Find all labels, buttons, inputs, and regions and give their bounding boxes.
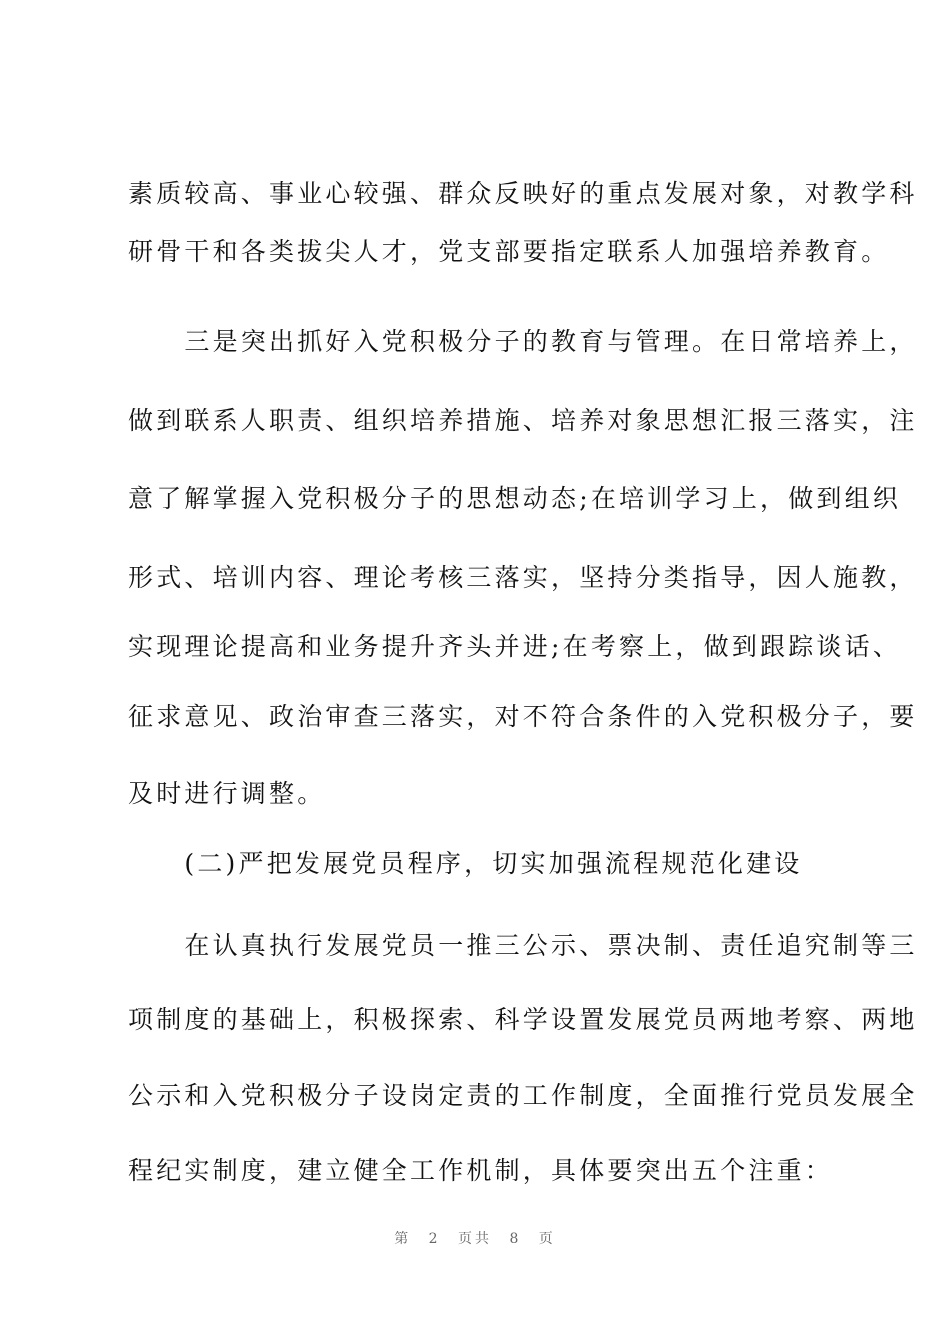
paragraph-line: 公示和入党积极分子设岗定责的工作制度，全面推行党员发展全 (128, 1081, 918, 1110)
paragraph-line: 形式、培训内容、理论考核三落实，坚持分类指导，因人施教， (128, 563, 918, 592)
paragraph-line: 三是突出抓好入党积极分子的教育与管理。在日常培养上， (128, 327, 918, 356)
paragraph-line: 研骨干和各类拔尖人才，党支部要指定联系人加强培养教育。 (128, 237, 890, 266)
paragraph-line: 意了解掌握入党积极分子的思想动态;在培训学习上，做到组织 (128, 484, 902, 513)
page-number-footer: 第 2 页共 8 页 (394, 1231, 556, 1247)
section-heading: (二)严把发展党员程序，切实加强流程规范化建设 (128, 849, 803, 878)
paragraph-line: 实现理论提高和业务提升齐头并进;在考察上，做到跟踪谈话、 (128, 632, 902, 661)
paragraph-line: 在认真执行发展党员一推三公示、票决制、责任追究制等三 (128, 931, 918, 960)
paragraph-line: 素质较高、事业心较强、群众反映好的重点发展对象，对教学科 (128, 179, 918, 208)
paragraph-line: 及时进行调整。 (128, 779, 326, 808)
paragraph-line: 程纪实制度，建立健全工作机制，具体要突出五个注重： (128, 1156, 834, 1185)
paragraph-line: 征求意见、政治审查三落实，对不符合条件的入党积极分子，要 (128, 702, 918, 731)
paragraph-line: 做到联系人职责、组织培养措施、培养对象思想汇报三落实，注 (128, 406, 918, 435)
paragraph-line: 项制度的基础上，积极探索、科学设置发展党员两地考察、两地 (128, 1005, 918, 1034)
